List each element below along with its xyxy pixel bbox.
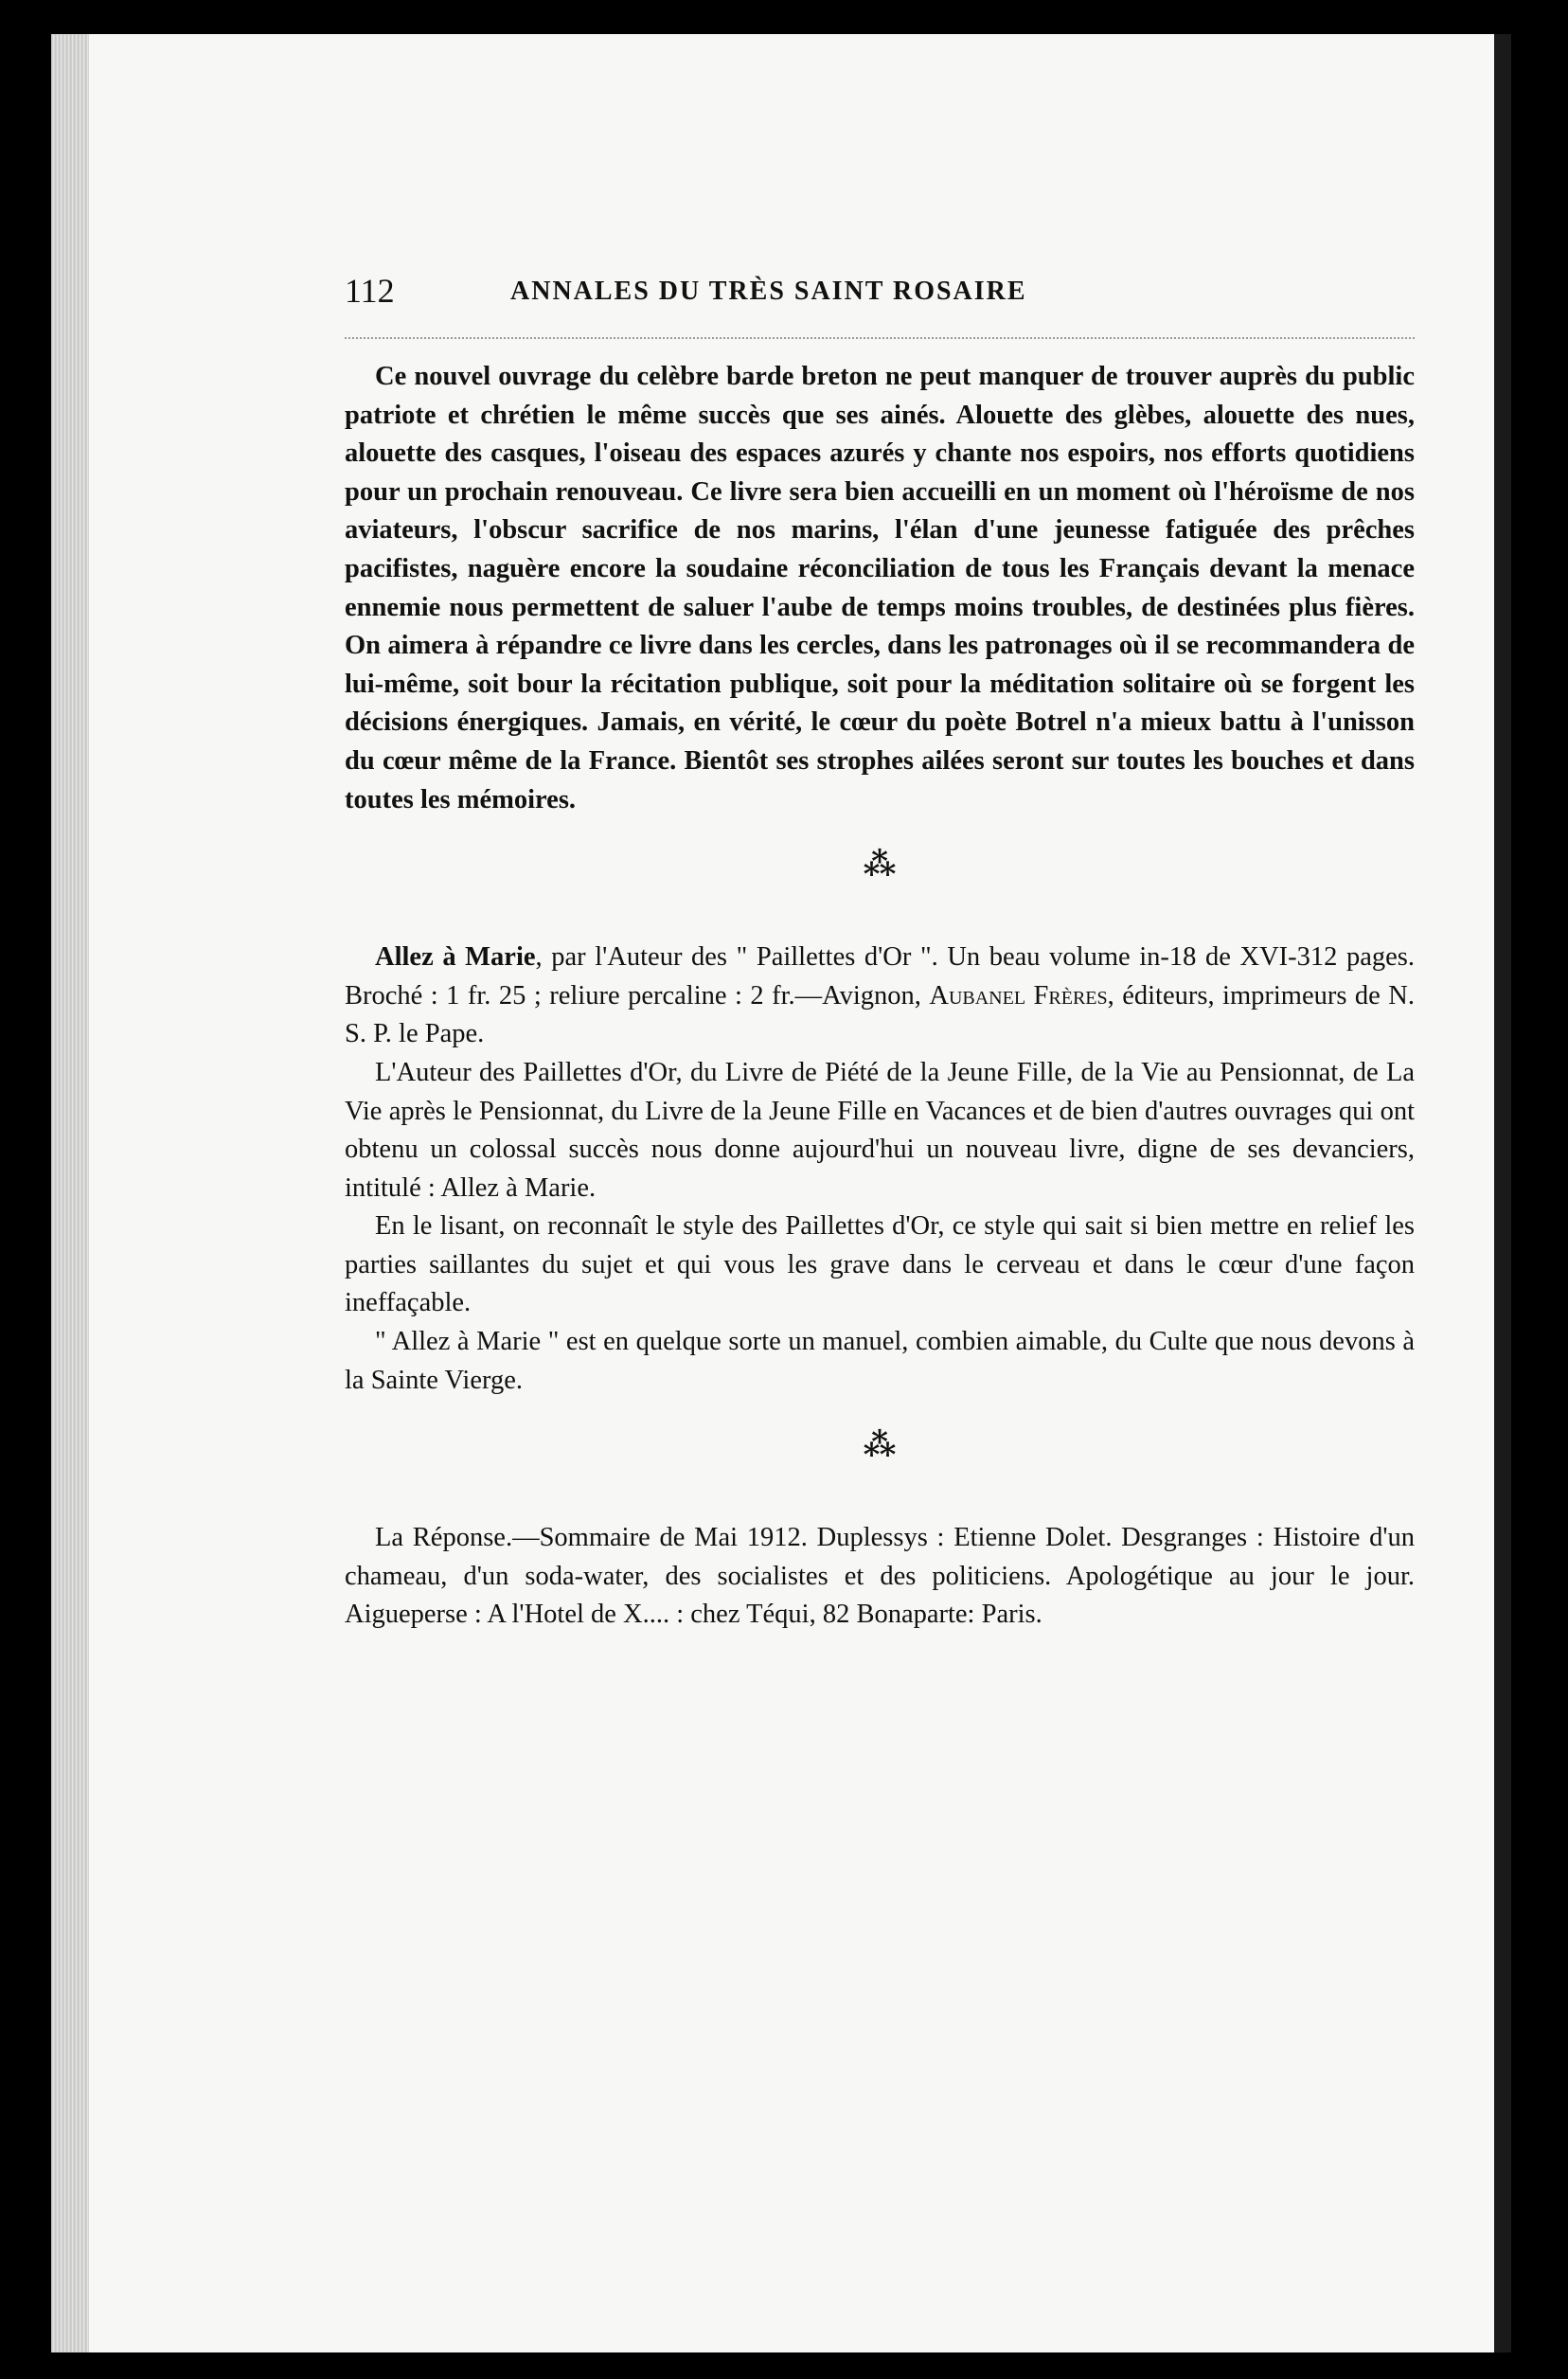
review-allez-a-marie-p2: L'Auteur des Paillettes d'Or, du Livre de Piété de la Jeune Fille, de la Vie au Pensionnat, de La Vie après le Pensionnat, du Livre de la Jeune Fille en Vacances et de bien d'autres ouvrages qui ont obtenu un colossal succès nous donne aujourd'hui un nouveau livre, digne de ses devanciers, intitulé : Allez à Marie. <box>345 1057 1415 1203</box>
review-allez-a-marie-p3: En le lisant, on reconnaît le style des Paillettes d'Or, ce style qui sait si bien mettre en relief les parties saillantes du sujet et qui vous les grave dans le cerveau et dans le cœur d'une façon ineffaçable. <box>345 1211 1415 1318</box>
publisher-details: , éditeurs, imprimeurs de N. S. P. le Pape. <box>345 980 1415 1049</box>
review-botrel-paragraph: Ce nouvel ouvrage du celèbre barde breton ne peut manquer de trouver auprès du public patriote et chrétien le même succès que ses ainés. Alouette des glèbes, alouette des nues, alouette des casques, l'oiseau des espaces azurés y chante nos espoirs, nos efforts quotidiens pour un prochain renouveau. Ce livre sera bien accueilli en un moment où l'héroïsme de nos aviateurs, l'obscur sacrifice de nos marins, l'élan d'une jeunesse fatiguée des prêches pacifistes, naguère encore la soudaine réconciliation de tous les Français devant la menace ennemie nous permettent de saluer l'aube de temps moins troubles, de destinées plus fières. On aimera à répandre ce livre dans les cercles, dans les patronages où il se recommandera de lui-même, soit bour la récitation publique, soit pour la méditation solitaire où se forgent les décisions énergiques. Jamais, en vérité, le cœur du poète Botrel n'a mieux battu à l'unisson du cœur même de la France. Bientôt ses strophes ailées seront sur toutes les bouches et dans toutes les mémoires. <box>345 362 1415 814</box>
book-page <box>51 34 1511 2352</box>
review-allez-a-marie-intro <box>345 939 1415 1054</box>
running-head <box>345 271 1415 339</box>
section-ornament-2: ⁂ <box>863 1428 897 1464</box>
book-title-allez-a-marie: Allez à Marie <box>375 942 536 973</box>
page-number: 112 <box>345 272 395 310</box>
page-edges <box>51 34 89 2352</box>
page-gutter <box>1494 34 1511 2352</box>
publisher-name: Aubanel Frères <box>929 980 1108 1011</box>
review-la-reponse <box>345 1519 1415 1635</box>
page-content <box>345 271 1415 1635</box>
section-ornament: ⁂ <box>863 848 897 884</box>
journal-title-la-reponse: La Réponse. <box>375 1523 513 1553</box>
review-allez-a-marie-p4: " Allez à Marie " est en quelque sorte un manuel, combien aimable, du Culte que nous devons à la Sainte Vierge. <box>345 1327 1415 1395</box>
book-details: , par l'Auteur des " Paillettes d'Or ". Un beau volume in-18 de XVI-312 pages. Broché : 1 fr. 25 ; reliure percaline : 2 fr.—Avignon, <box>345 942 1415 1011</box>
journal-summary: —Sommaire de Mai 1912. Duplessys : Etienne Dolet. Desgranges : Histoire d'un chameau, d'un soda-water, des socialistes et des politiciens. Apologétique au jour le jour. Aigueperse : A l'Hotel de X.... : chez Téqui, 82 Bonaparte: Paris. <box>345 1523 1415 1630</box>
running-title: ANNALES DU TRÈS SAINT ROSAIRE <box>510 277 1027 306</box>
